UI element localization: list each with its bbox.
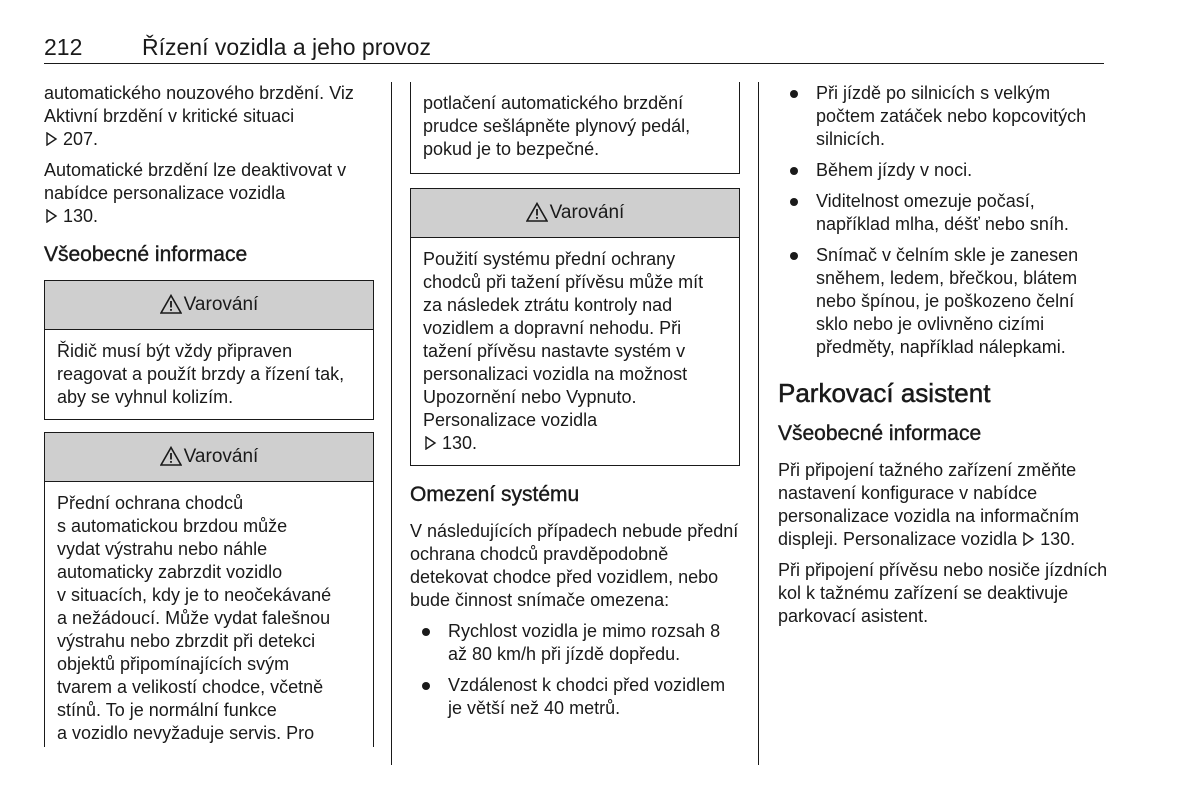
column-2 (410, 82, 740, 728)
warning-text: Přední ochrana chodců s automatickou brzdou může vydat výstrahu nebo náhle automaticky zabrzdit vozidlo v situacích, kdy je to neočekávané a nežádoucí. Může vydat falešnou výstrahu nebo zbrzdit při detekci objektů připomínajících svým tvarem a velikostí chodce, včetně stínů. To je normální funkce a vozidlo nevyžaduje servis. Pro (57, 493, 332, 743)
page-ref: 207. (58, 129, 99, 149)
section-heading: Všeobecné informace (778, 422, 982, 445)
paragraph: Při připojení přívěsu nebo nosiče jízdních kol k tažnému zařízení se deaktivuje parkovací asistent. (778, 560, 1108, 626)
warning-box (410, 188, 740, 466)
section-title: Parkovací asistent (778, 378, 991, 408)
section-heading: Omezení systému (410, 483, 580, 506)
bullet-icon (790, 167, 798, 175)
list-item: Při jízdě po silnicích s velkým počtem zatáček nebo kopcovitých silnicích. (778, 82, 1108, 151)
bullet-icon (422, 682, 430, 690)
page-ref-icon (44, 206, 58, 220)
bullet-icon (422, 628, 430, 636)
warning-text: Použití systému přední ochrany chodců při tažení přívěsu může mít za následek ztrátu kontroly nad vozidlem a dopravní nehodu. Při tažení přívěsu nastavte systém v personalizaci vozidla na možnost Upozornění nebo Vypnuto. Personalizace vozidla 130. (423, 249, 704, 453)
list-item: Snímač v čelním skle je zanesen sněhem, ledem, břečkou, blátem nebo špínou, je poškozeno čelní sklo nebo je ovlivněno cizími předměty, například nálepkami. (778, 244, 1108, 359)
warning-title: Varování (183, 446, 259, 467)
header-rule (44, 63, 1104, 64)
bullet-icon (790, 90, 798, 98)
chapter-title: Řízení vozidla a jeho provoz (142, 34, 431, 60)
page-ref: 130. (58, 206, 99, 226)
column-1 (44, 82, 374, 759)
page-ref-icon (1021, 529, 1035, 543)
column-divider-2 (758, 82, 759, 765)
warning-text: potlačení automatického brzdění prudce sešlápněte plynový pedál, pokud je to bezpečné. (423, 93, 691, 159)
list-item: Viditelnost omezuje počasí, například mlha, déšť nebo sníh. (778, 190, 1108, 236)
column-divider-1 (391, 82, 392, 765)
bullet-list (778, 82, 1108, 359)
section-heading: Všeobecné informace (44, 243, 248, 266)
warning-header (45, 433, 373, 482)
page-ref: 130. (1035, 529, 1076, 549)
page-ref-icon (423, 433, 437, 447)
page-ref-icon (44, 129, 58, 143)
warning-triangle-icon (160, 294, 182, 314)
list-item: Vzdálenost k chodci před vozidlem je větší než 40 metrů. (410, 674, 740, 720)
warning-box (44, 432, 374, 747)
page-ref: 130. (437, 433, 478, 453)
list-item: Během jízdy v noci. (778, 159, 1108, 182)
warning-triangle-icon (160, 446, 182, 466)
warning-title: Varování (549, 202, 625, 223)
paragraph: automatického nouzového brzdění. Viz Aktivní brzdění v kritické situaci 207. (44, 83, 354, 149)
bullet-icon (790, 252, 798, 260)
warning-title: Varování (183, 294, 259, 315)
warning-box (44, 280, 374, 420)
warning-header (411, 189, 739, 238)
warning-box-continued (410, 82, 740, 174)
paragraph: Při připojení tažného zařízení změňte nastavení konfigurace v nabídce personalizace vozidla na informačním displeji. Personalizace vozidla 130. (778, 460, 1080, 549)
paragraph: V následujících případech nebude přední ochrana chodců pravděpodobně detekovat chodce před vozidlem, nebo bude činnost snímače omezena: (410, 521, 739, 610)
warning-text: Řidič musí být vždy připraven reagovat a použít brzdy a řízení tak, aby se vyhnul kolizím. (57, 341, 345, 407)
column-3 (778, 82, 1108, 636)
warning-triangle-icon (526, 202, 548, 222)
paragraph: Automatické brzdění lze deaktivovat v nabídce personalizace vozidla 130. (44, 160, 347, 226)
list-item: Rychlost vozidla je mimo rozsah 8 až 80 km/h při jízdě dopředu. (410, 620, 740, 666)
warning-header (45, 281, 373, 330)
page-number: 212 (44, 34, 83, 60)
bullet-list (410, 620, 740, 720)
page-header (44, 30, 1104, 64)
bullet-icon (790, 198, 798, 206)
